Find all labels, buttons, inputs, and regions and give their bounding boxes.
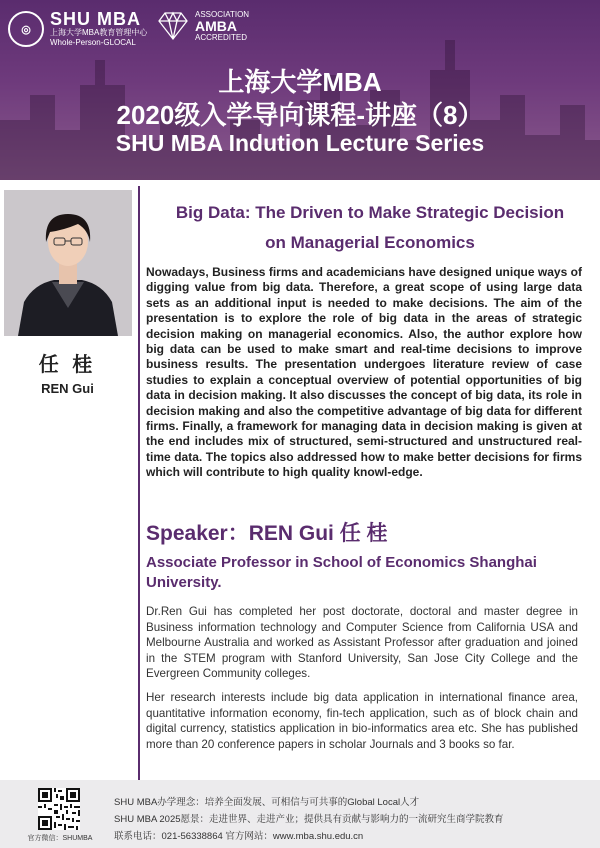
poster-title-en: SHU MBA Indution Lecture Series	[115, 130, 485, 156]
amba-line-2: AMBA	[195, 18, 237, 34]
speaker-name-cn: 任 桂	[38, 354, 97, 376]
poster-title-cn: 上海大学MBA	[218, 67, 382, 97]
poster-footer	[0, 780, 600, 848]
speaker-bio-paragraph-2: Her research interests include big data application in international finance area, quantitative information economy, fin-tech application, such as of block chain and digital currency, statistics application in bio-informatics area etc. She has published more than 20 conference papers in scholar Journals and 3 books so far.	[146, 691, 578, 751]
lecture-abstract: Nowadays, Business firms and academicians have designed unique ways of digging value from big data. Therefore, a great scope of using large data sets as an additional input is needed to make decisions. The aim of the presentation is to explore the role of big data in the areas of strategic decision making on managerial economics. Also, the author explore how big data can be used to make smart and real-time decisions to improve business results. The presentation undergoes literature review of case studies to explain a conceptual overview of potential opportunities of big data in decision making. It also discusses the concept of big data, its role in decision making and also the competitive advantage of big data for different firms. Finally, a framework for managing data in decision making is given at the end includes mix of structured, semi-structured and unstructured real-time data. The topics also addressed how to make better decisions for firms which will contribute to high quality knowl-edge.	[146, 265, 582, 480]
speaker-position: Associate Professor in School of Economics Shanghai University.	[146, 554, 537, 591]
university-seal-icon: ◎	[8, 11, 44, 47]
footer-philosophy: SHU MBA办学理念：培养全面发展、可相信与可共事的Global Local人才	[114, 797, 420, 808]
poster-header	[0, 0, 600, 180]
column-divider	[138, 186, 140, 780]
amba-line-3: ACCREDITED	[195, 33, 248, 42]
wechat-qr-code	[38, 788, 80, 830]
logo-subtitle-cn: 上海大学MBA教育管理中心	[50, 28, 148, 37]
poster-subtitle-cn: 2020级入学导向课程-讲座（8）	[116, 100, 484, 130]
amba-line-1: ASSOCIATION	[195, 10, 250, 19]
logo-subtitle-en: Whole-Person-GLOCAL	[50, 38, 136, 47]
speaker-bio-paragraph-1: Dr.Ren Gui has completed her post doctorate, doctoral and master degree in Business information technology and Computer Science from California USA and Melbourne Australia and worked as Assistant Professor after graduation and joined in the STEM program with Stanford University, San Jose City College and the Evergreen Community colleges.	[146, 605, 578, 680]
amba-accreditation-logo	[155, 10, 249, 42]
qr-code-label: 官方微信：SHUMBA	[27, 835, 93, 842]
footer-vision: SHU MBA 2025愿景：走进世界、走进产业；提供具有贡献与影响力的一流研究生商学院教育	[114, 814, 504, 825]
lecture-title-line-2: on Managerial Economics	[265, 233, 475, 252]
lecture-title-line-1: Big Data: The Driven to Make Strategic Decision	[175, 203, 565, 222]
speaker-name-en: REN Gui	[41, 381, 94, 396]
speaker-photo	[4, 190, 132, 336]
shu-mba-logo	[8, 10, 147, 48]
footer-contact: 联系电话：021-56338864 官方网站：www.mba.shu.edu.cn	[114, 831, 364, 842]
speaker-heading: Speaker：REN Gui 任 桂	[146, 522, 388, 545]
logo-title: SHU MBA	[50, 9, 141, 29]
diamond-icon	[155, 11, 191, 41]
